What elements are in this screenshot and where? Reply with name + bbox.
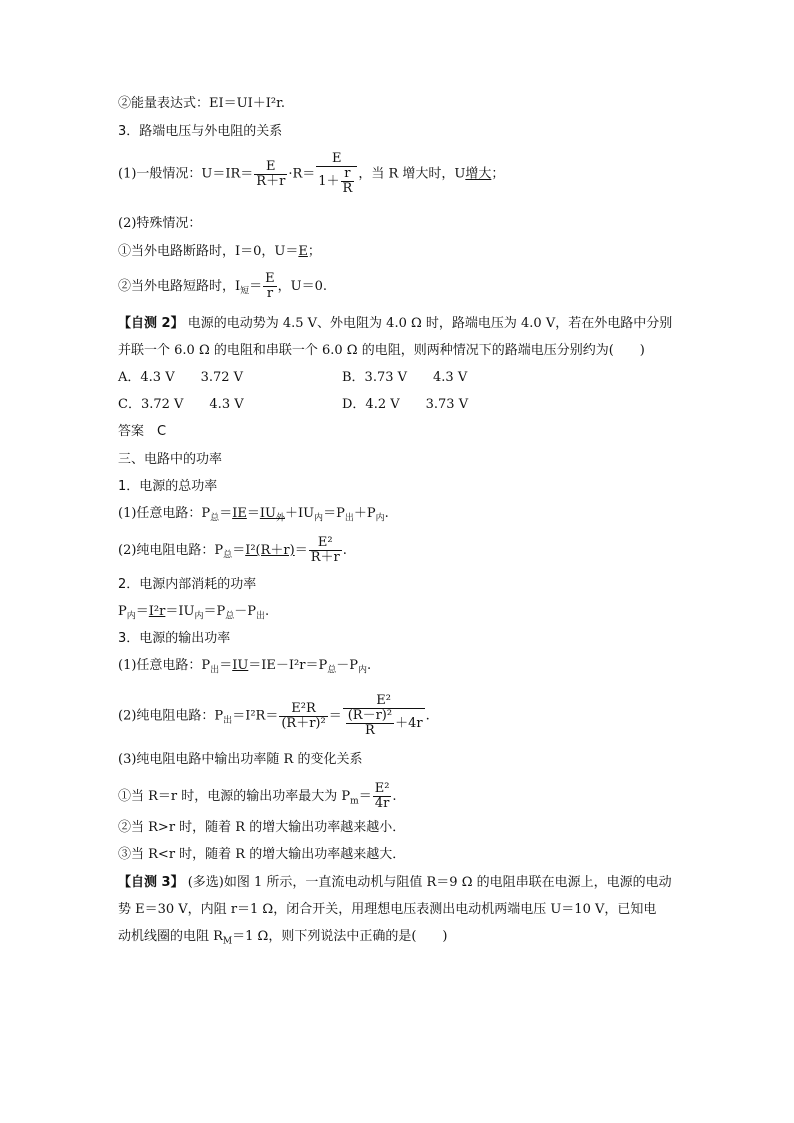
energy-expression-line bbox=[118, 96, 285, 112]
output-power-any-circuit: (1)任意电路：$P_出=IU=IE-I^2r=P_总-P_内$. bbox=[118, 658, 372, 676]
special-case-line: (2)特殊情况： bbox=[118, 216, 202, 231]
energy-expression-text: ②能量表达式：EI＝UI＋I²r. bbox=[118, 96, 285, 111]
output-power-pure-resistor: (2)纯电阻电路：$P_出=I^2R=$ $\frac{\text{E²R}}{\text{(R＋r)²}}$ ＝ E² $\frac{\text{(R－r)²}}{R}$ ＋4r . bbox=[118, 693, 430, 738]
fraction-e-over-r: $\frac{E}{r}$ bbox=[265, 271, 275, 301]
option-d: D．4.2 V 3.73 V bbox=[342, 397, 469, 412]
output-power-heading: 3．电源的输出功率 bbox=[118, 631, 231, 646]
section-3-heading: 三、电路中的功率 bbox=[118, 452, 223, 467]
self-test-2-line-2: 并联一个 6.0 Ω 的电阻和串联一个 6.0 Ω 的电阻，则两种情况下的路端电压分别约为( ) bbox=[118, 343, 645, 358]
option-a: A．4.3 V 3.72 V bbox=[118, 370, 244, 385]
total-power-any-circuit: (1)任意电路：$P_总=IE=IU_外+IU_内=P_出+P_内$. bbox=[118, 506, 389, 524]
underlined-answer: E bbox=[298, 244, 308, 259]
answer-line: 答案 C bbox=[118, 424, 167, 439]
heading-terminal-voltage bbox=[118, 124, 282, 140]
general-case-text: (1)一般情况：U＝IR＝ bbox=[118, 166, 254, 182]
short-circuit-line: ②当外电路短路时，$I_短=$ $\frac{E}{r}$ ，U＝0. bbox=[118, 271, 328, 301]
underlined-answer: 增大 bbox=[465, 166, 492, 182]
option-b: B．3.73 V 4.3 V bbox=[342, 370, 468, 385]
fraction-e2-over-r-plus-r: $\frac{\text{E²}}{R+r}$ bbox=[310, 535, 340, 565]
fraction-e-over-r-plus-r: $\frac{E}{R+r}$ bbox=[256, 158, 286, 189]
r-greater-line: ②当 R>r 时，随着 R 的增大输出功率越来越小． bbox=[118, 820, 406, 835]
self-test-3-line-2: 势 E＝30 V，内阻 r＝1 Ω，闭合开关，用理想电压表测出电动机两端电压 U＝10 V，已知电 bbox=[118, 902, 657, 917]
heading-text: 3．路端电压与外电阻的关系 bbox=[118, 124, 283, 139]
total-power-heading: 1．电源的总功率 bbox=[118, 479, 218, 494]
self-test-2-line-1: 【自测 2】 电源的电动势为 4.5 V、外电阻为 4.0 Ω 时，路端电压为 4.0 V，若在外电路中分别 bbox=[118, 316, 673, 331]
total-power-pure-resistor: (2)纯电阻电路：$P_总=I^2(R+r)=$ $\frac{\text{E²}}{R+r}$ . bbox=[118, 535, 347, 565]
r-less-line: ③当 R<r 时，随着 R 的增大输出功率越来越大． bbox=[118, 847, 406, 862]
internal-power-heading: 2．电源内部消耗的功率 bbox=[118, 577, 257, 592]
fraction-e2r-over-r-plus-r-squared: $\frac{\text{E²R}}{\text{(R＋r)²}}$ bbox=[281, 700, 326, 731]
fraction-e-over-one-plus-r-over-r: E 1＋ $\frac{r}{R}$ bbox=[316, 152, 357, 196]
self-test-3-line-3: 动机线圈的电阻 $R_M=1$ Ω，则下列说法中正确的是( ) bbox=[118, 929, 448, 947]
general-case-line: (1)一般情况：U＝IR＝ $\frac{E}{R+r}$ ·R＝ E 1＋ $\frac{r}{R}$ ，当 R 增大时，U增大； bbox=[118, 151, 505, 196]
fraction-e2-over-4r: $\frac{\text{E²}}{4r}$ bbox=[374, 781, 390, 811]
self-test-tag: 【自测 3】 bbox=[118, 875, 184, 890]
internal-power-line: $P_内=I^2r=IU_内=P_总-P_出$. bbox=[118, 604, 270, 622]
self-test-3-line-1: 【自测 3】 (多选)如图 1 所示，一直流电动机与阻值 R＝9 Ω 的电阻串联在电源上，电源的电动 bbox=[118, 875, 672, 890]
fraction-e2-over-compound: E² $\frac{\text{(R－r)²}}{R}$ ＋4r bbox=[343, 694, 425, 738]
open-circuit-line: ①当外电路断路时，I＝0，U＝E； bbox=[118, 244, 321, 259]
option-c: C．3.72 V 4.3 V bbox=[118, 397, 244, 412]
output-power-variation-line: (3)纯电阻电路中输出功率随 R 的变化关系 bbox=[118, 752, 363, 767]
self-test-tag: 【自测 2】 bbox=[118, 316, 184, 331]
max-output-line: ①当 R＝r 时，电源的输出功率最大为 $P_m=$ $\frac{\text{E²}}{4r}$ . bbox=[118, 781, 397, 811]
